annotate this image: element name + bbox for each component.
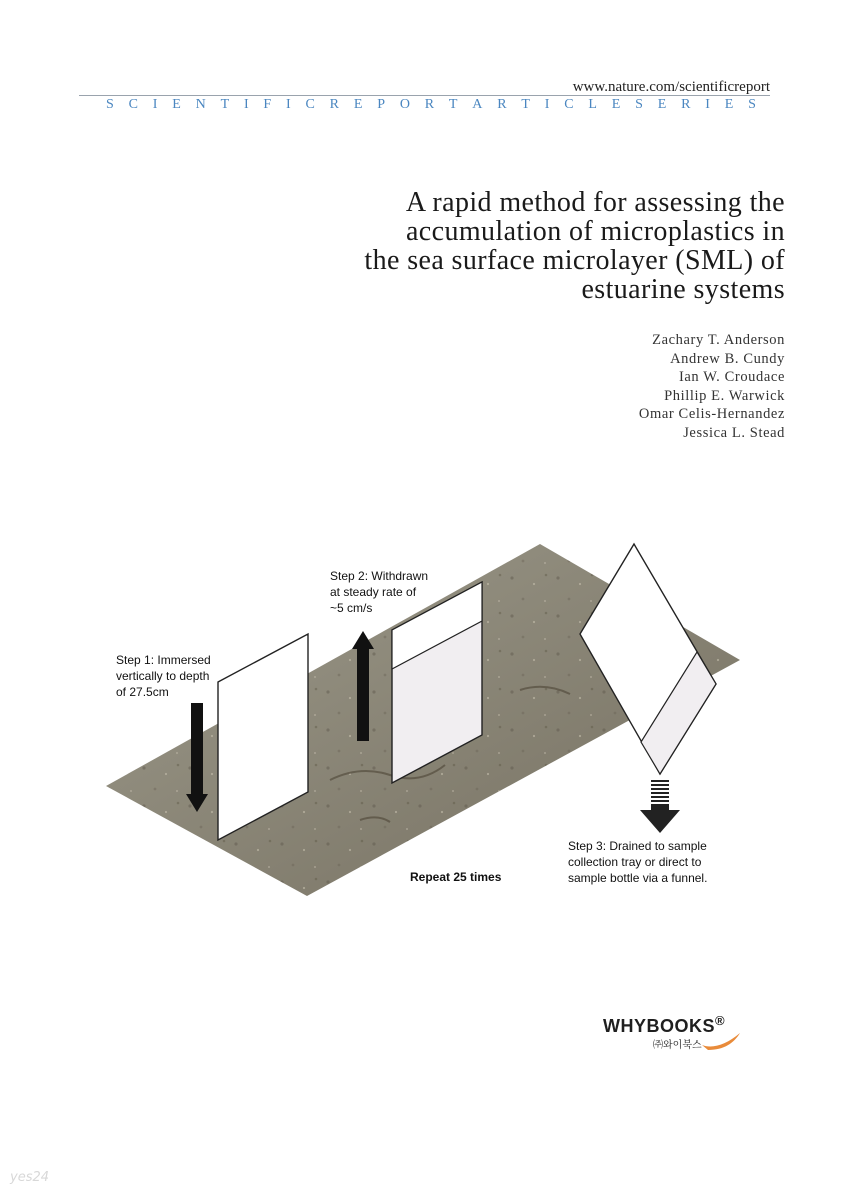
step3-label-line: Step 3: Drained to sample (568, 839, 707, 853)
series-letter: I (243, 97, 249, 112)
header-rule (79, 95, 770, 96)
series-letter: C (128, 97, 138, 112)
series-letter: S (106, 97, 114, 112)
step3-label-line: sample bottle via a funnel. (568, 871, 708, 885)
step2-arrow-shaft (357, 648, 369, 741)
series-letter: F (263, 97, 272, 112)
author-name: Omar Celis-Hernandez (638, 406, 785, 423)
step1-label-line: of 27.5cm (116, 685, 169, 699)
step2-label-line: at steady rate of (330, 585, 417, 599)
step3-label-line: collection tray or direct to (568, 855, 702, 869)
series-letter: E (611, 97, 621, 112)
series-letter: E (172, 97, 181, 112)
series-letter: R (497, 97, 507, 112)
series-letter: E (724, 97, 734, 112)
series-letter: S (748, 97, 756, 112)
step1-label-line: Step 1: Immersed (116, 653, 211, 667)
series-letter: I (544, 97, 550, 112)
series-letter: T (448, 97, 458, 112)
step2-label-line: Step 2: Withdrawn (330, 569, 429, 583)
series-letter: E (657, 97, 667, 112)
repeat-label: Repeat 25 times (410, 870, 502, 884)
publisher-reg-mark: ® (715, 1013, 726, 1028)
title-line: accumulation of microplastics in (405, 216, 785, 247)
series-letter: O (399, 97, 410, 112)
series-letter: R (329, 97, 340, 112)
author-name: Ian W. Croudace (678, 369, 785, 386)
series-letter: C (305, 97, 315, 112)
series-letter: L (588, 97, 597, 112)
series-letter: T (521, 97, 530, 112)
publisher-swoosh-icon (700, 1031, 744, 1051)
series-letter: N (195, 97, 206, 112)
series-letter: I (705, 97, 710, 112)
title-line: the sea surface microlayer (SML) of (364, 245, 785, 276)
step2-label-line: ~5 cm/s (330, 601, 373, 615)
step3-drip-arrow-icon (640, 780, 680, 833)
publisher-logo (600, 1013, 750, 1053)
series-letter: C (564, 97, 574, 112)
series-letter: P (377, 97, 385, 112)
series-letter: R (424, 97, 435, 112)
watermark: yes24 (10, 1170, 50, 1185)
series-letter: E (353, 97, 363, 112)
series-letter: R (681, 97, 691, 112)
step1-label-line: vertically to depth (116, 669, 210, 683)
series-letter: S (635, 97, 643, 112)
journal-url: www.nature.com/scientificreport (572, 79, 770, 95)
title-line: estuarine systems (581, 274, 785, 305)
publisher-subtitle: ㈜와이북스 (653, 1040, 702, 1051)
series-letter: I (152, 97, 158, 112)
series-letter: T (220, 97, 230, 112)
series-letter: I (286, 97, 291, 112)
publisher-name: WHYBOOKS (603, 1016, 715, 1036)
step1-arrow-shaft (191, 703, 203, 795)
author-name: Jessica L. Stead (683, 424, 785, 441)
author-list (485, 331, 785, 443)
title-line: A rapid method for assessing the (405, 187, 785, 218)
method-figure (0, 530, 849, 930)
series-banner (106, 97, 756, 113)
series-letter: A (472, 97, 483, 112)
author-name: Zachary T. Anderson (652, 332, 785, 348)
author-name: Andrew B. Cundy (670, 350, 785, 367)
author-name: Phillip E. Warwick (664, 387, 785, 404)
article-title (225, 188, 785, 304)
